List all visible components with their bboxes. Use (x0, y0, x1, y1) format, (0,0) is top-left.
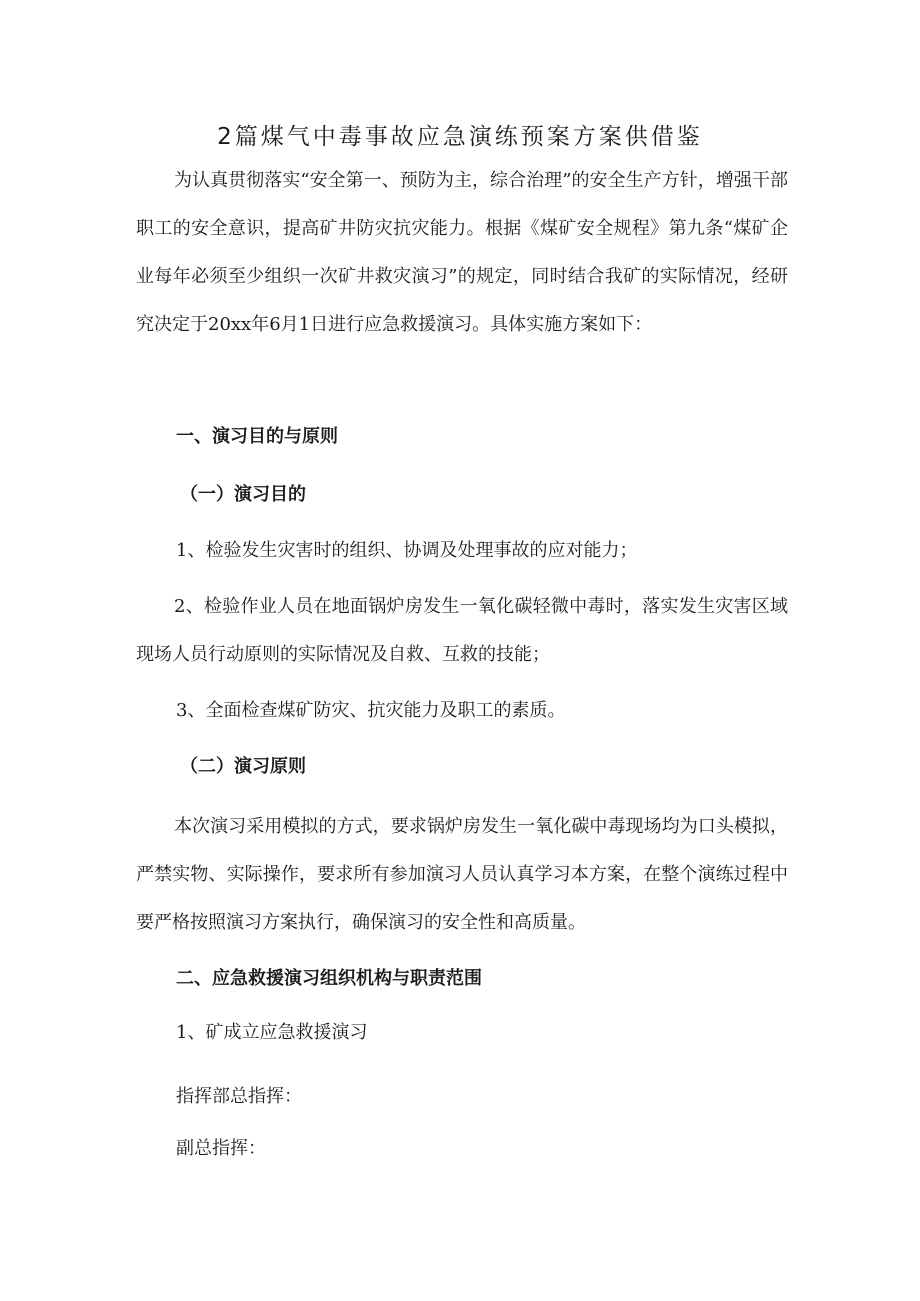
purpose-item-2: 2、检验作业人员在地面锅炉房发生一氧化碳轻微中毒时，落实发生灾害区域现场人员行动原则的实际情况及自救、互救的技能； (136, 596, 788, 665)
subsection-heading-2: （二）演习原则 (180, 756, 306, 777)
principle-paragraph: 本次演习采用模拟的方式，要求锅炉房发生一氧化碳中毒现场均为口头模拟，严禁实物、实际操作，要求所有参加演习人员认真学习本方案，在整个演练过程中要严格按照演习方案执行，确保演习的安全性和高质量。 (136, 816, 788, 933)
intro-paragraph: 为认真贯彻落实“安全第一、预防为主，综合治理”的安全生产方针，增强干部职工的安全意识，提高矿井防灾抗灾能力。根据《煤矿安全规程》第九条“煤矿企业每年必须至少组织一次矿井救灾演习”的规定，同时结合我矿的实际情况，经研究决定于20xx年6月1日进行应急救援演习。具体实施方案如下： (136, 170, 788, 335)
purpose-item-3: 3、全面检查煤矿防灾、抗灾能力及职工的素质。 (176, 700, 566, 721)
section-heading-2: 二、应急救援演习组织机构与职责范围 (176, 968, 482, 989)
commander-label: 指挥部总指挥： (176, 1086, 302, 1107)
document-title: 2篇煤气中毒事故应急演练预案方案供借鉴 (217, 124, 703, 150)
section-heading-1: 一、演习目的与原则 (176, 426, 338, 447)
deputy-commander-label: 副总指挥： (176, 1138, 266, 1159)
subsection-heading-1: （一）演习目的 (180, 484, 306, 505)
org-item-1: 1、矿成立应急救援演习 (176, 1022, 368, 1043)
purpose-item-1: 1、检验发生灾害时的组织、协调及处理事故的应对能力； (176, 540, 638, 561)
